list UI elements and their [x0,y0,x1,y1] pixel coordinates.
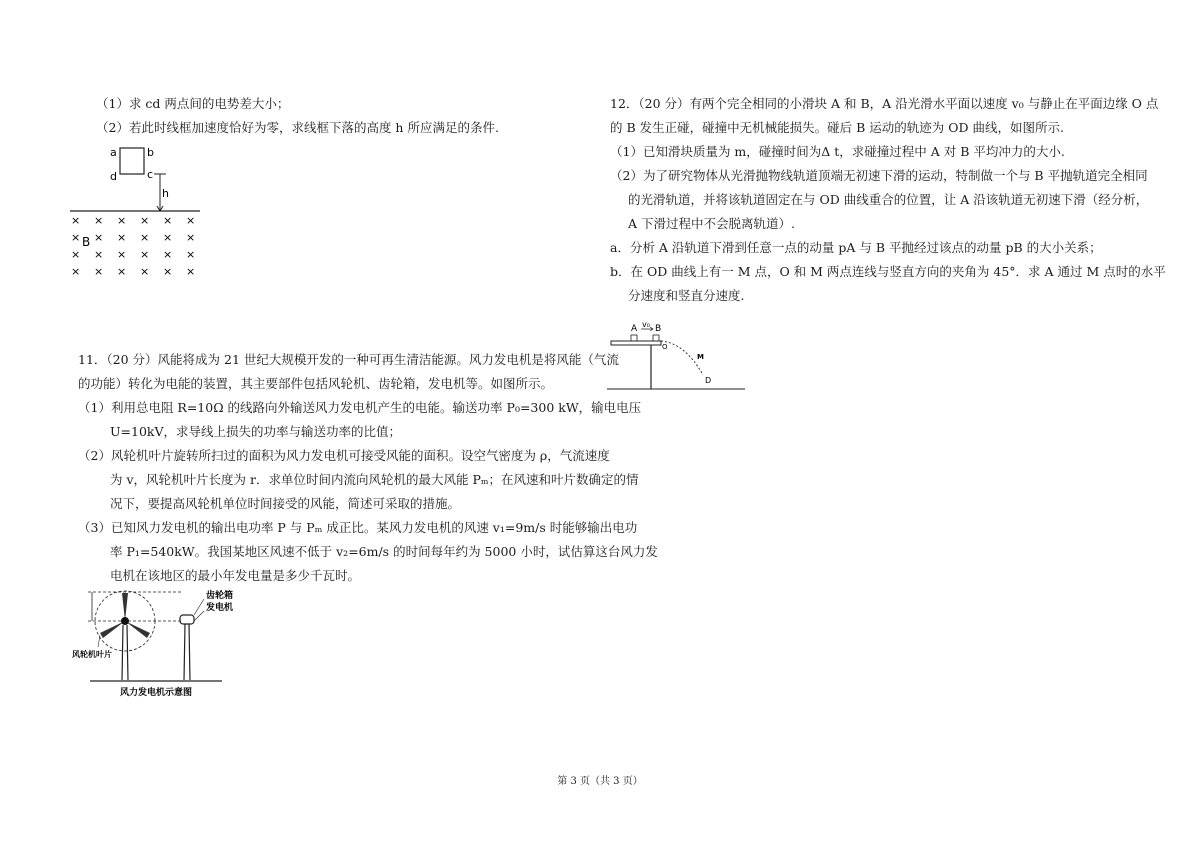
q12-line: 的 B 发生正碰，碰撞中无机械能损失。碰后 B 运动的轨迹为 OD 曲线，如图所示. [610,120,1064,135]
q11-line: 的功能）转化为电能的装置，其主要部件包括风轮机、齿轮箱，发电机等。如图所示。 [78,376,554,391]
q12-part: （2）为了研究物体从光滑抛物线轨道顶端无初速下滑的运动，特制做一个与 B 平抛轨道完全相同 [610,168,1148,183]
blade-1 [122,593,128,621]
q11-line: 11．（20 分）风能将成为 21 世纪大规模开发的一种可再生清洁能源。风力发电机是将风能（气流 [78,352,619,367]
label-A: A [631,324,638,334]
q12-sub: 分速度和竖直分速度. [628,288,745,303]
q11-line: （3）已知风力发电机的输出电功率 P 与 Pₘ 成正比。某风力发电机的风速 v₁=9m/s 时能够输出电功 [78,520,638,535]
turbine-caption: 风力发电机示意图 [120,688,193,698]
tower-right-2 [189,624,190,680]
label-d: d [110,170,117,183]
q11-line: 电机在该地区的最小年发电量是多少千瓦时。 [110,568,361,583]
q11-line: 率 P₁=540kW。我国某地区风速不低于 v₂=6m/s 的时间每年约为 5000 小时，试估算这台风力发 [110,544,658,559]
field-cross: × [163,248,173,261]
q11-line: （2）风轮机叶片旋转所扫过的面积为风力发电机可接受风能的面积。设空气密度为 ρ，气流速度 [78,448,610,463]
field-cross: × [94,231,104,244]
q12-line: 12．（20 分）有两个完全相同的小滑块 A 和 B，A 沿光滑水平面以速度 v₀ 与静止在平面边缘 O 点 [610,96,1159,111]
label-B: B [82,235,91,249]
q11-line: 为 v，风轮机叶片长度为 r．求单位时间内流向风轮机的最大风能 Pₘ；在风速和叶片数确定的情 [110,472,639,487]
label-b: b [147,146,154,159]
field-cross: × [186,248,196,261]
q11-line: U=10kV，求导线上损失的功率与输送功率的比值； [110,424,402,439]
field-cross: × [71,214,81,227]
field-cross: × [163,231,173,244]
field-cross: × [71,231,81,244]
label-B-block: B [655,324,662,334]
tower-left-2 [127,625,128,680]
label-h: h [162,187,169,200]
field-cross: × [117,248,127,261]
field-cross: × [140,214,150,227]
blade-leader [98,635,100,647]
q11-text [78,348,658,588]
field-cross: × [186,265,196,278]
field-cross: × [117,214,127,227]
block-B [653,335,659,341]
blade-label: 风轮机叶片 [72,650,112,659]
field-cross: × [140,248,150,261]
hub [121,617,129,625]
nacelle [180,615,194,624]
platform [611,341,661,345]
field-cross: × [71,248,81,261]
field-cross: × [117,231,127,244]
blade-3 [125,621,150,638]
wind-turbine-figure [70,585,250,700]
label-D: D [705,376,712,385]
field-cross: × [163,214,173,227]
field-cross: × [94,265,104,278]
field-cross: × [117,265,127,278]
q12-part: （1）已知滑块质量为 m，碰撞时间为Δ t，求碰撞过程中 A 对 B 平均冲力的大小. [610,144,1065,159]
q12-text [610,92,1166,308]
generator-label: 发电机 [206,603,234,613]
field-cross: × [140,231,150,244]
q12-part: A 下滑过程中不会脱离轨道）. [628,216,795,231]
block-A [631,335,637,341]
q10-figure [68,140,208,280]
tower-right-1 [184,624,185,680]
field-cross: × [163,265,173,278]
label-a: a [110,146,117,159]
gear-label: 齿轮箱 [206,591,234,601]
label-v0: v₀ [642,320,650,329]
field-cross: × [94,248,104,261]
q10-parts [78,92,499,140]
field-cross: × [71,265,81,278]
q10-part-2: （2）若此时线框加速度恰好为零，求线框下落的高度 h 所应满足的条件. [96,120,499,135]
field-cross: × [94,214,104,227]
label-c: c [147,168,154,181]
label-M: M [697,353,704,361]
field-cross: × [186,214,196,227]
field-cross: × [140,265,150,278]
q12-sub: a．分析 A 沿轨道下滑到任意一点的动量 pA 与 B 平抛经过该点的动量 pB 的大小关系； [610,240,1102,255]
label-O: O [662,343,668,351]
q11-line: 况下，要提高风轮机单位时间接受的风能，简述可采取的措施。 [110,496,461,511]
field-cross: × [186,231,196,244]
q11-line: （1）利用总电阻 R=10Ω 的线路向外输送风力发电机产生的电能。输送功率 P₀=300 kW，输电电压 [78,400,642,415]
q12-part: 的光滑轨道，并将该轨道固定在与 OD 曲线重合的位置，让 A 沿该轨道无初速下滑（经分析， [628,192,1149,207]
q12-figure [605,315,755,395]
page-footer: 第 3 页（共 3 页） [557,776,643,787]
q10-part-1: （1）求 cd 两点间的电势差大小； [96,96,290,111]
q12-sub: b．在 OD 曲线上有一 M 点，O 和 M 两点连线与竖直方向的夹角为 45°．求 A 通过 M 点时的水平 [610,264,1166,279]
blade-2 [100,621,125,638]
tower-left-1 [122,625,123,680]
wire-frame [120,148,144,174]
